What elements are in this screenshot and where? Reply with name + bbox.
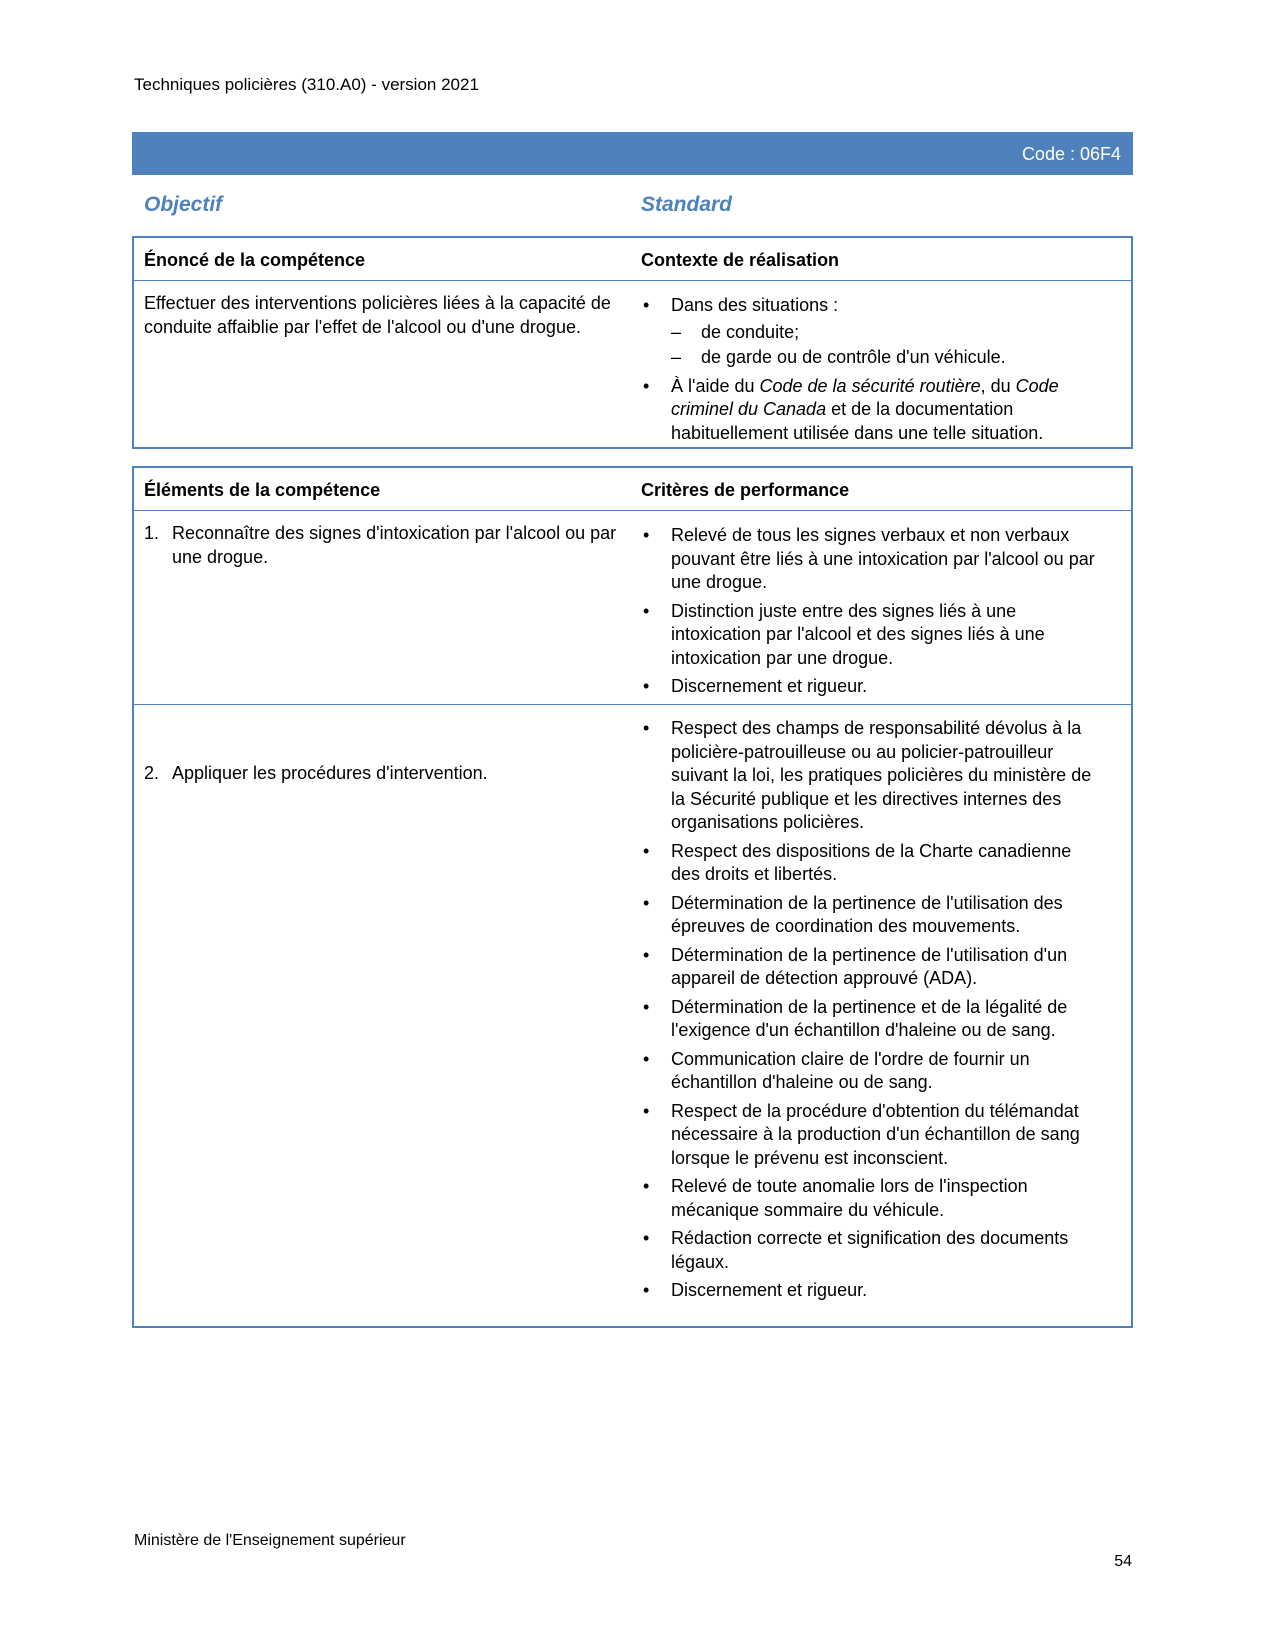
objectif-title: Objectif [144, 193, 223, 216]
element-number: 1. [144, 523, 160, 543]
document-title: Techniques policières (310.A0) - version 2021 [134, 75, 479, 94]
criterion-item: • Respect de la procédure d'obtention du télémandat nécessaire à la production d'un échantillon de sang lorsque le prévenu est inconscient. [641, 1100, 1096, 1171]
elements-header-row [134, 468, 1131, 511]
criterion-item: • Communication claire de l'ordre de fournir un échantillon d'haleine ou de sang. [641, 1048, 1096, 1095]
criterion-item: • Discernement et rigueur. [641, 675, 1096, 699]
criterion-item: • Respect des champs de responsabilité dévolus à la policière-patrouilleuse ou au policier-patrouilleur suivant la loi, les pratiques policières du ministère de la Sécurité publique et les directives internes des organisations policières. [641, 717, 1096, 835]
criteres-header: Critères de performance [641, 480, 850, 500]
element-row-2 [144, 762, 642, 786]
enonce-text: Effectuer des interventions policières liées à la capacité de conduite affaiblie par l'effet de l'alcool ou d'une drogue. [144, 293, 611, 337]
criterion-item: • Discernement et rigueur. [641, 1279, 1096, 1303]
code-securite-routiere: Code de la sécurité routière [759, 375, 981, 396]
contexte-bullet-situations: • Dans des situations : – de conduite; – de garde ou de contrôle d'un véhicule. [641, 294, 1111, 370]
criteria-list-1 [641, 524, 1096, 704]
competence-header-row [134, 238, 1131, 281]
element-text: Reconnaître des signes d'intoxication par l'alcool ou par une drogue. [172, 523, 617, 567]
contexte-header: Contexte de réalisation [641, 250, 840, 270]
element-row-1 [144, 522, 642, 569]
criterion-item: • Détermination de la pertinence de l'utilisation des épreuves de coordination des mouvements. [641, 892, 1096, 939]
competence-box [132, 236, 1133, 449]
enonce-header: Énoncé de la compétence [144, 250, 366, 270]
contexte-list [641, 294, 1111, 450]
element-number: 2. [144, 763, 160, 783]
criterion-item: • Détermination de la pertinence et de la légalité de l'exigence d'un échantillon d'haleine ou de sang. [641, 996, 1096, 1043]
competency-code: Code : 06F4 [1021, 144, 1121, 164]
criterion-item: • Relevé de tous les signes verbaux et non verbaux pouvant être liés à une intoxication par l'alcool ou par une drogue. [641, 524, 1096, 595]
criterion-item: • Relevé de toute anomalie lors de l'inspection mécanique sommaire du véhicule. [641, 1175, 1096, 1222]
element-text: Appliquer les procédures d'intervention. [172, 763, 488, 783]
contexte-sub-garde: – de garde ou de contrôle d'un véhicule. [671, 345, 1111, 370]
criterion-item: • Respect des dispositions de la Charte canadienne des droits et libertés. [641, 840, 1096, 887]
page-number: 54 [1114, 1553, 1132, 1570]
criterion-item: • Détermination de la pertinence de l'utilisation d'un appareil de détection approuvé (ADA). [641, 944, 1096, 991]
code-bar [132, 132, 1133, 175]
criteria-list-2 [641, 717, 1096, 1308]
elements-table [132, 466, 1133, 1328]
row-divider [134, 704, 1131, 705]
code-criminel: Code criminel du Canada [671, 375, 1059, 419]
contexte-sub-conduite: – de conduite; [671, 320, 1111, 345]
criterion-item: • Rédaction correcte et signification des documents légaux. [641, 1227, 1096, 1274]
footer-ministry: Ministère de l'Enseignement supérieur [134, 1532, 406, 1549]
criterion-item: • Distinction juste entre des signes liés à une intoxication par l'alcool et des signes liés à une intoxication par une drogue. [641, 600, 1096, 671]
standard-title: Standard [641, 193, 733, 216]
elements-header: Éléments de la compétence [144, 480, 381, 500]
contexte-bullet-documentation: • À l'aide du Code de la sécurité routière, du Code criminel du Canada et de la documentation habituellement utilisée dans une telle situation. [641, 375, 1111, 446]
